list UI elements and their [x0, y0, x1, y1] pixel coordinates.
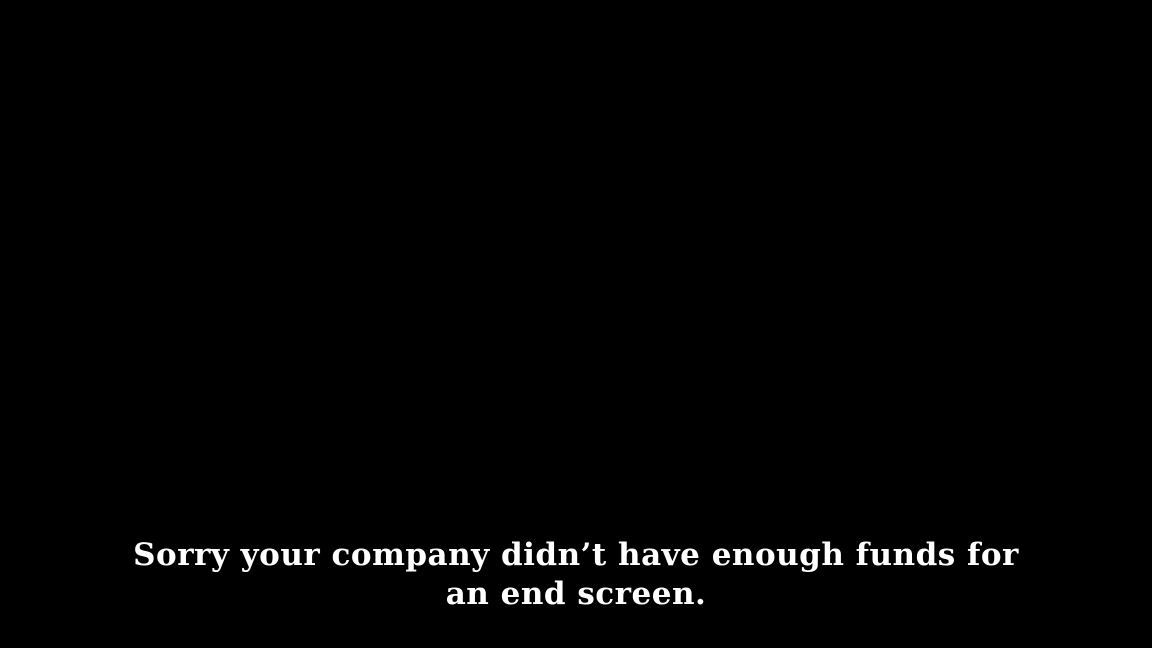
caption-line-1: Sorry your company didn’t have enough funds for — [133, 537, 1019, 573]
end-screen-caption — [0, 536, 1152, 614]
caption-line-2: an end screen. — [445, 576, 707, 612]
